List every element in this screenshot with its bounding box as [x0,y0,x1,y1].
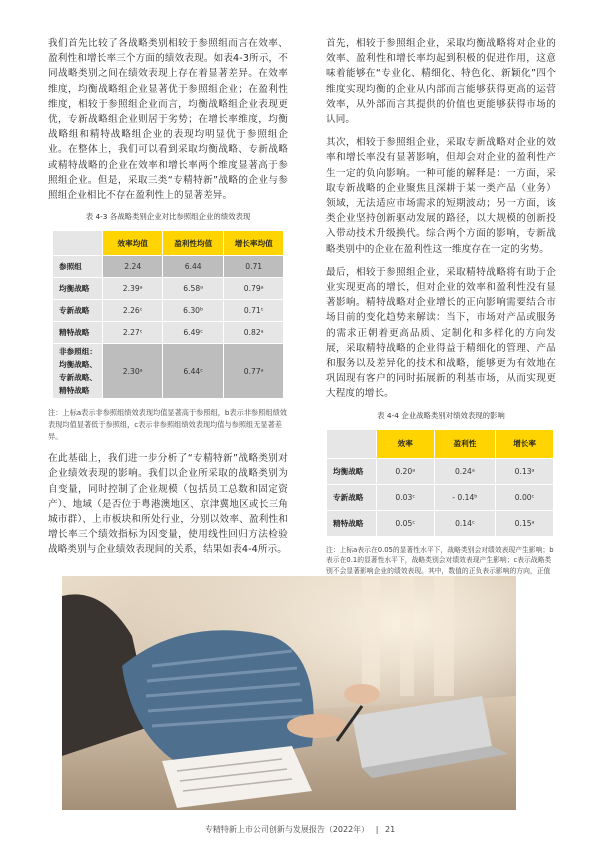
column-header: 盈利性 [434,429,496,458]
business-meeting-photo [62,576,516,810]
row-label: 均衡战略 [53,278,103,300]
column-header: 增长率 [496,429,554,458]
table-cell: 2.26ᶜ [103,300,163,322]
row-label: 精特战略 [327,510,377,536]
body-paragraph: 在此基础上，我们进一步分析了“专精特新”战略类别对企业绩效表现的影响。我们以企业所采取的战略类别为自变量，同时控制了企业规模（包括员工总数和固定资产）、地域（是否位于粤港澳地区、京津冀地区或长三角城市群）、上市板块和所处行业，分别以效率、盈利性和增长率三个绩效指标为因变量，使用线性回归方法检验战略类别与企业绩效表现间的关系，结果如表4-4所示。 [48,453,288,556]
table-cell: 6.44 [163,256,224,278]
table-cell: 6.30ᵇ [163,300,224,322]
table-cell: 0.82ᵃ [224,322,284,344]
table-4-4 [326,429,554,537]
body-paragraph: 最后，相较于参照组企业，采取精特战略将有助于企业实现更高的增长，但对企业的效率和盈利性没有显著影响。精特战略对企业增长的正向影响需要结合市场目前的变化趋势来解读：当下，市场对产品或服务的需求正朝着更高品质、定制化和多样化的方向发展，采取精特战略的企业得益于精细化的管理、产品和服务以及差异化的技术和战略，能够更为有效地在巩固现有客户的同时拓展新的利基市场，从而实现更大程度的增长。 [326,266,556,400]
row-label: 均衡战略 [327,458,377,484]
footer-separator: | [375,825,379,834]
table-cell: 2.27ᶜ [103,322,163,344]
row-label: 专新战略 [53,300,103,322]
table-4-3 [52,230,284,399]
table-row [53,322,284,344]
table-cell: 0.14ᶜ [434,510,496,536]
photo-illustration [62,576,516,810]
table-corner [327,429,377,458]
table-cell: 0.15ᵃ [496,510,554,536]
table-row [53,278,284,300]
table-cell: 0.71ᶜ [224,300,284,322]
table-caption: 表 4-3 各战略类别企业对比参照组企业的绩效表现 [85,212,251,222]
row-label: 非参照组：均衡战略、专新战略、精特战略 [53,344,103,399]
table-cell: 2.30ᵃ [103,344,163,399]
table-cell: 0.03ᶜ [376,484,434,510]
table-cell: 0.71 [224,256,284,278]
table-cell: 0.79ᵃ [224,278,284,300]
table-row [327,484,554,510]
table-row [327,510,554,536]
table-cell: 0.00ᶜ [496,484,554,510]
page-footer [0,824,600,835]
column-header: 效率均值 [103,231,163,256]
table-cell: 6.44ᶜ [163,344,224,399]
table-cell: 2.39ᵃ [103,278,163,300]
report-title: 专精特新上市公司创新与发展报告（2022年） [204,825,370,834]
table-row [327,458,554,484]
table-note: 注：上标a表示在0.05的显著性水平下，战略类别会对绩效表现产生影响；b表示在0.1的显著性水平下，战略类别会对绩效表现产生影响；c表示战略类别不会显著影响企业的绩效表现。其中，数值的正负表示影响的方向，正值 [326,545,554,575]
table-cell: 0.05ᶜ [376,510,434,536]
table-cell: 0.77ᵃ [224,344,284,399]
table-header-row [53,231,284,256]
body-paragraph: 首先，相较于参照组企业，采取均衡战略将对企业的效率、盈利性和增长率均起到积极的促进作用，这意味着能够在“专业化、精细化、特色化、新颖化”四个维度实现均衡的企业从内部而言能够获得更高的运营效率，从外部而言其提供的价值也更能够获得市场的认同。 [326,38,556,126]
table-corner [53,231,103,256]
row-label: 专新战略 [327,484,377,510]
body-paragraph: 其次，相较于参照组企业，采取专新战略对企业的效率和增长率没有显著影响，但却会对企业的盈利性产生一定的负向影响。一种可能的解释是：一方面，采取专新战略的企业聚焦且深耕于某一类产品（业务）领域，无法适应市场需求的短期波动；另一方面，该类企业坚持创新驱动发展的路径，以大规模的创新投入带动技术升级换代。综合两个方面的影响，专新战略类别中的企业在盈利性这一维度存在一定的劣势。 [326,137,556,255]
column-header: 效率 [376,429,434,458]
column-header: 增长率均值 [224,231,284,256]
table-row [53,300,284,322]
left-column [48,36,288,566]
table-header-row [327,429,554,458]
table-cell: 0.13ᵃ [496,458,554,484]
column-header: 盈利性均值 [163,231,224,256]
table-cell: - 0.14ᵇ [434,484,496,510]
page-number: 21 [384,825,396,834]
table-note: 注：上标a表示非参照组绩效表现均值显著高于参照组，b表示非参照组绩效表现均值显著低于参照组，c表示非参照组绩效表现均值与参照组无显著差异。 [48,408,287,442]
table-cell: 2.24 [103,256,163,278]
table-cell: 6.49ᶜ [163,322,224,344]
table-row [53,256,284,278]
right-column [326,36,556,595]
table-caption: 表 4-4 企业战略类别对绩效表现的影响 [377,410,505,420]
table-cell: 6.58ᵃ [163,278,224,300]
row-label: 精特战略 [53,322,103,344]
table-row [53,344,284,399]
body-paragraph: 我们首先比较了各战略类别相较于参照组而言在效率、盈利性和增长率三个方面的绩效表现。如表4-3所示，不同战略类别之间在绩效表现上存在着显著差异。在效率维度，均衡战略组企业显著优于参照组企业；在盈利性维度，相较于参照组企业而言，均衡战略组企业表现更优，专新战略组企业则居于劣势；在增长率维度，均衡战略组和精特战略组企业的表现均明显优于参照组企业。在整体上，我们可以看到采取均衡战略、专新战略或精特战略的企业在效率和增长率两个维度显著高于参照组企业。但是，采取三类“专精特新”战略的企业与参照组企业相比不存在盈利性上的显著差异。 [48,38,288,202]
row-label: 参照组 [53,256,103,278]
table-cell: 0.20ᵃ [376,458,434,484]
table-cell: 0.24ᵃ [434,458,496,484]
